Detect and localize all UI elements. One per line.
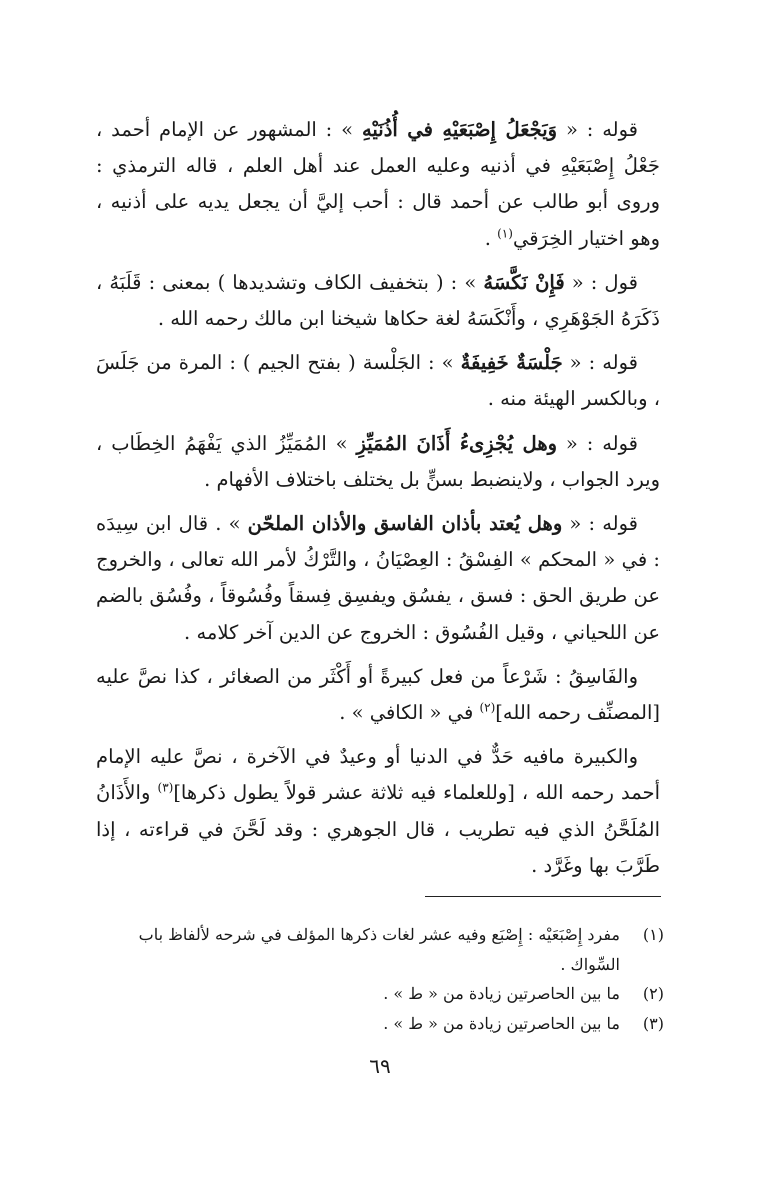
quoted-term: جَلْسَةٌ خَفِيفَةٌ — [460, 351, 563, 375]
quoted-term: وهل يُعتد بأذان الفاسق والأذان الملحّن — [247, 512, 563, 536]
footnote-ref: (١) — [497, 226, 513, 241]
paragraph — [96, 659, 660, 731]
quoted-term: وَيَجْعَلُ إِصْبَعَيْهِ في أُذُنَيْهِ — [361, 118, 558, 141]
paragraph — [96, 345, 660, 417]
footnote-number: (٢) — [642, 984, 664, 1003]
text-run: » المُمَيِّزُ الذي يَفْهَمُ الخِطَاب ، ويرد الجواب ، ولاينضبط بسنٍّ بل يختلف باختلاف الأفهام . — [96, 431, 660, 491]
main-text — [96, 112, 660, 892]
footnote-separator — [425, 896, 661, 897]
paragraph — [96, 506, 660, 651]
footnote-ref: (٣) — [157, 780, 174, 795]
footnote-item — [96, 1009, 664, 1039]
footnote-text: ما بين الحاصرتين زيادة من « ط » . — [383, 984, 620, 1003]
paragraph — [96, 739, 660, 884]
text-run: » : المشهور عن الإمام أحمد ، جَعْلُ إِصْبَعَيْهِ في أذنيه وعليه العمل عند أهل العلم ، قاله الترمذي : وروى أبو طالب عن أحمد قال : أحب إليَّ أن يجعل يديه على أذنيه ، وهو اختيار الخِرَقي — [96, 118, 660, 250]
footnote-item — [96, 920, 664, 979]
text-run: » . قال ابن سِيدَه : في « المحكم » الفِسْقُ : العِصْيَانُ ، والتَّرْكُ لأمر الله تعالى ، والخروج عن طريق الحق : فسق ، يفسُق ويفسِق فِسقاً وفُسُوقاً ، وفُسُق بالضم عن اللحياني ، وقيل الفُسُوق : الخروج عن الدين آخر كلامه . — [96, 512, 660, 644]
paragraph — [96, 426, 660, 498]
text-run: والأَذَانُ المُلَحَّنُ الذي فيه تطريب ، قال الجوهري : وقد لَحَّنَ في قراءته ، إذا طَرَّبَ بها وغَرَّد . — [96, 781, 660, 877]
text-run: والكبيرة مافيه حَدٌّ في الدنيا أو وعيدٌ في الآخرة ، نصَّ عليه الإمام أحمد رحمه الله ، [وللعلماء فيه ثلاثة عشر قولاً يطول ذكرها] — [96, 745, 661, 805]
text-run: قوله : « — [557, 431, 638, 455]
text-run: قوله : « — [562, 512, 638, 536]
text-run: قوله : « — [562, 351, 638, 375]
page-number: ٦٩ — [369, 1054, 391, 1078]
footnote-text: مفرد إِصْبَعَيْه : إِصْبَع وفيه عشر لغات ذكرها المؤلف في شرحه لألفاظ باب السِّواك . — [138, 925, 620, 974]
footnote-ref: (٢) — [479, 700, 496, 715]
footnote-number: (٣) — [642, 1013, 664, 1033]
paragraph — [96, 265, 660, 337]
text-run: قول : « — [564, 270, 638, 294]
text-run: » : الجَلْسة ( بفتح الجيم ) : المرة من جَلَسَ ، وبالكسر الهيئة منه . — [96, 351, 660, 411]
footnote-item — [96, 979, 664, 1009]
footnote-text: ما بين الحاصرتين زيادة من « ط » . — [383, 1013, 620, 1033]
text-run: قوله : « — [557, 118, 639, 141]
footnotes — [96, 920, 664, 1038]
quoted-term: فَإِنْ نَكَّسَهُ — [483, 270, 565, 294]
paragraph — [96, 112, 660, 257]
text-run: في « الكافي » . — [339, 701, 480, 725]
footnote-number: (١) — [642, 925, 664, 944]
text-run: والفَاسِقُ : شَرْعاً من فعل كبيرةً أو أَكْثَر من الصغائر ، كذا نصَّ عليه [المصنِّف رحمه الله] — [96, 664, 660, 725]
quoted-term: وهل يُجْزِىءُ أَذَانَ المُمَيِّزِ — [356, 431, 558, 455]
text-run: » : ( بتخفيف الكاف وتشديدها ) بمعنى : قَلَبَهُ ، ذَكَرَهُ الجَوْهَرِي ، وأَنْكَسَهُ لغة حكاها شيخنا ابن مالك رحمه الله . — [96, 270, 660, 331]
text-run: . — [484, 226, 498, 250]
